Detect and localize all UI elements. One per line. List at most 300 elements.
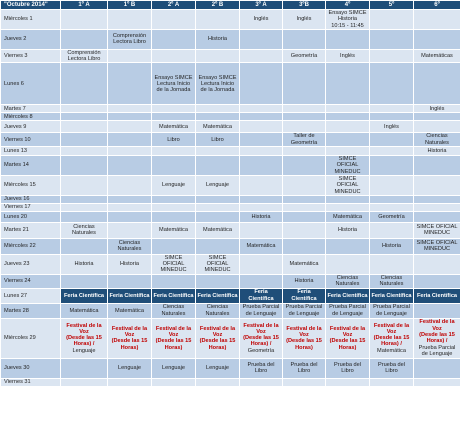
- schedule-cell: [283, 63, 326, 105]
- cell-text: Matemática: [289, 261, 319, 268]
- schedule-cell: [61, 133, 108, 147]
- schedule-cell: [152, 133, 196, 147]
- day-label: Martes 7: [1, 105, 61, 113]
- cell-text: Festival de la Voz: [199, 325, 236, 338]
- schedule-cell: [240, 63, 283, 105]
- cell-text: Festival de la Voz: [243, 322, 279, 335]
- cell-text: Historia: [208, 36, 227, 43]
- schedule-cell: [326, 303, 370, 318]
- schedule-cell: [108, 318, 152, 358]
- schedule-cell: [152, 105, 196, 113]
- cell-text: Ensayo SIMCE Lectura Inicio de la Jornada: [154, 74, 193, 94]
- cell-text: Historia: [427, 147, 447, 154]
- schedule-cell: [61, 175, 108, 195]
- schedule-cell: [370, 211, 414, 222]
- schedule-cell: [240, 378, 283, 386]
- schedule-cell: [152, 303, 196, 318]
- schedule-cell: [108, 156, 152, 176]
- schedule-cell: [370, 113, 414, 121]
- schedule-cell: [240, 211, 283, 222]
- day-label: Viernes 17: [1, 203, 61, 211]
- schedule-cell: [152, 121, 196, 133]
- schedule-cell: [108, 303, 152, 318]
- schedule-cell: [370, 121, 414, 133]
- schedule-cell: [108, 238, 152, 254]
- schedule-cell: [240, 175, 283, 195]
- cell-text: (Desde las 15 Horas): [155, 338, 192, 351]
- schedule-cell: [152, 274, 196, 288]
- cell-text: Ensayo SIMCE Lectura Inicio de la Jornada: [198, 74, 237, 94]
- cell-text: Festival de la Voz: [155, 325, 192, 338]
- schedule-cell: [61, 288, 108, 303]
- schedule-cell: [240, 49, 283, 63]
- schedule-cell: [240, 121, 283, 133]
- schedule-row: [1, 10, 460, 30]
- schedule-cell: [283, 49, 326, 63]
- schedule-cell: [370, 10, 414, 30]
- schedule-cell: [370, 49, 414, 63]
- schedule-cell: [283, 238, 326, 254]
- schedule-cell: [152, 113, 196, 121]
- schedule-cell: [283, 211, 326, 222]
- schedule-cell: [414, 318, 460, 358]
- cell-text: Feria Científica: [109, 292, 150, 299]
- cell-text: 10:15 - 11:45: [331, 22, 364, 29]
- cell-text: SIMCE OFICIAL MINEDUC: [416, 224, 458, 237]
- cell-text: Prueba Parcial de Lenguaje: [418, 344, 456, 357]
- schedule-cell: [370, 105, 414, 113]
- schedule-cell: [370, 238, 414, 254]
- schedule-cell: [326, 113, 370, 121]
- cell-text: (Desde las 15 Horas): [286, 338, 322, 351]
- class-header: 3º A: [240, 1, 283, 10]
- cell-text: Libro: [167, 136, 180, 143]
- schedule-cell: [240, 288, 283, 303]
- cell-text: Prueba Parcial de Lenguaje: [242, 304, 280, 317]
- cell-text: Matemática: [69, 307, 99, 314]
- class-header: 1º A: [61, 1, 108, 10]
- day-label: Jueves 16: [1, 195, 61, 203]
- schedule-cell: [414, 105, 460, 113]
- schedule-cell: [414, 274, 460, 288]
- schedule-cell: [61, 238, 108, 254]
- schedule-cell: [196, 113, 240, 121]
- schedule-cell: [61, 49, 108, 63]
- schedule-cell: [61, 121, 108, 133]
- schedule-cell: [61, 29, 108, 49]
- schedule-cell: [240, 105, 283, 113]
- day-label: Miércoles 29: [1, 318, 61, 358]
- cell-text: Festival de la Voz: [373, 322, 410, 335]
- schedule-cell: [152, 10, 196, 30]
- schedule-row: [1, 175, 460, 195]
- cell-text: Prueba del Libro: [377, 361, 406, 375]
- schedule-row: [1, 288, 460, 303]
- cell-text: Historia: [251, 213, 271, 220]
- day-label: Viernes 3: [1, 49, 61, 63]
- schedule-cell: [108, 274, 152, 288]
- cell-text: Ensayo SIMCE Historia: [328, 10, 367, 23]
- schedule-cell: [108, 211, 152, 222]
- schedule-cell: [108, 378, 152, 386]
- schedule-cell: [240, 147, 283, 156]
- schedule-cell: [108, 63, 152, 105]
- cell-text: Ciencias Naturales: [161, 304, 186, 317]
- schedule-cell: [326, 238, 370, 254]
- cell-text: Festival de la Voz: [111, 325, 148, 338]
- schedule-cell: [152, 29, 196, 49]
- cell-text: Ciencias Naturales: [72, 224, 96, 237]
- schedule-cell: [326, 105, 370, 113]
- schedule-row: [1, 358, 460, 378]
- schedule-cell: [108, 147, 152, 156]
- day-label: Jueves 9: [1, 121, 61, 133]
- schedule-cell: [152, 238, 196, 254]
- schedule-cell: [326, 318, 370, 358]
- schedule-cell: [326, 121, 370, 133]
- cell-text: Historia: [382, 243, 401, 250]
- cell-text: Matemática: [159, 123, 188, 130]
- schedule-cell: [108, 203, 152, 211]
- schedule-cell: [326, 63, 370, 105]
- cell-text: Inglés: [253, 16, 269, 23]
- schedule-cell: [152, 156, 196, 176]
- schedule-cell: [196, 274, 240, 288]
- schedule-cell: [414, 113, 460, 121]
- schedule-cell: [326, 195, 370, 203]
- schedule-cell: [370, 203, 414, 211]
- cell-text: Prueba Parcial de Lenguaje: [329, 304, 366, 317]
- cell-text: Ciencias Naturales: [335, 274, 360, 288]
- cell-text: Feria Científica: [327, 292, 368, 299]
- class-header: 2º B: [196, 1, 240, 10]
- schedule-cell: [414, 10, 460, 30]
- schedule-cell: [326, 203, 370, 211]
- cell-text: SIMCE OFICIAL MINEDUC: [204, 254, 231, 274]
- schedule-row: [1, 105, 460, 113]
- schedule-row: [1, 303, 460, 318]
- day-label: Viernes 24: [1, 274, 61, 288]
- schedule-cell: [196, 211, 240, 222]
- cell-text: Lenguaje: [117, 365, 142, 372]
- schedule-cell: [283, 222, 326, 238]
- schedule-cell: [283, 254, 326, 274]
- cell-text: Festival de la Voz: [329, 325, 366, 338]
- cell-text: Matemática: [377, 347, 406, 354]
- cell-text: Lenguaje: [205, 182, 230, 189]
- schedule-row: [1, 121, 460, 133]
- cell-text: Matemática: [203, 227, 232, 234]
- schedule-cell: [414, 195, 460, 203]
- schedule-cell: [240, 203, 283, 211]
- cell-text: Ciencias Naturales: [425, 133, 449, 146]
- cell-text: SIMCE OFICIAL MINEDUC: [334, 175, 361, 195]
- schedule-cell: [196, 288, 240, 303]
- schedule-cell: [152, 175, 196, 195]
- cell-text: Feria Científica: [197, 292, 238, 299]
- schedule-cell: [414, 156, 460, 176]
- cell-text: Taller de Geometría: [290, 133, 318, 146]
- cell-text: Festival de la Voz: [286, 325, 322, 338]
- schedule-cell: [61, 378, 108, 386]
- schedule-cell: [196, 303, 240, 318]
- cell-text: Geometría: [247, 347, 275, 354]
- schedule-cell: [283, 318, 326, 358]
- schedule-cell: [283, 358, 326, 378]
- cell-text: Comprensión Lectora Libro: [67, 49, 101, 63]
- cell-text: Prueba Parcial de Lenguaje: [285, 304, 323, 317]
- schedule-cell: [196, 378, 240, 386]
- cell-text: Lenguaje: [161, 365, 186, 372]
- schedule-cell: [196, 195, 240, 203]
- schedule-cell: [414, 175, 460, 195]
- schedule-cell: [108, 121, 152, 133]
- schedule-cell: [61, 254, 108, 274]
- schedule-cell: [108, 133, 152, 147]
- schedule-cell: [370, 63, 414, 105]
- schedule-cell: [152, 358, 196, 378]
- schedule-cell: [283, 203, 326, 211]
- schedule-cell: [61, 156, 108, 176]
- schedule-cell: [240, 29, 283, 49]
- schedule-cell: [108, 29, 152, 49]
- schedule-cell: [283, 10, 326, 30]
- schedule-cell: [370, 303, 414, 318]
- schedule-row: [1, 378, 460, 386]
- cell-text: Libro: [211, 136, 224, 143]
- cell-text: Festival de la Voz: [419, 319, 455, 332]
- cell-text: Ciencias Naturales: [117, 240, 142, 253]
- cell-text: (Desde las 15 Horas): [111, 338, 148, 351]
- schedule-cell: [326, 358, 370, 378]
- cell-text: SIMCE OFICIAL MINEDUC: [416, 240, 458, 253]
- cell-text: Feria Científica: [371, 292, 412, 299]
- day-label: Viernes 10: [1, 133, 61, 147]
- cell-text: Matemática: [246, 243, 276, 250]
- schedule-cell: [152, 222, 196, 238]
- schedule-cell: [240, 156, 283, 176]
- schedule-row: [1, 156, 460, 176]
- schedule-cell: [283, 288, 326, 303]
- cell-text: (Desde las 15 Horas) /: [66, 335, 102, 348]
- cell-text: Matemática: [115, 307, 144, 314]
- schedule-cell: [240, 195, 283, 203]
- day-label: Miércoles 15: [1, 175, 61, 195]
- header-row: [1, 1, 460, 10]
- schedule-row: [1, 195, 460, 203]
- schedule-cell: [414, 49, 460, 63]
- schedule-cell: [326, 288, 370, 303]
- schedule-cell: [414, 303, 460, 318]
- cell-text: Prueba del Libro: [290, 361, 318, 375]
- schedule-cell: [283, 156, 326, 176]
- schedule-cell: [370, 222, 414, 238]
- schedule-cell: [61, 274, 108, 288]
- schedule-cell: [240, 133, 283, 147]
- cell-text: (Desde las 15 Horas) /: [243, 335, 279, 348]
- day-label: Lunes 20: [1, 211, 61, 222]
- schedule-cell: [326, 175, 370, 195]
- schedule-cell: [370, 156, 414, 176]
- schedule-cell: [414, 147, 460, 156]
- schedule-cell: [196, 147, 240, 156]
- schedule-cell: [283, 274, 326, 288]
- cell-text: (Desde las 15 Horas): [329, 338, 366, 351]
- schedule-cell: [240, 222, 283, 238]
- schedule-cell: [152, 254, 196, 274]
- schedule-cell: [414, 378, 460, 386]
- month-title: "Octubre 2014": [1, 1, 61, 10]
- schedule-cell: [414, 203, 460, 211]
- cell-text: Festival de la Voz: [66, 322, 102, 335]
- schedule-cell: [196, 254, 240, 274]
- day-label: Miércoles 22: [1, 238, 61, 254]
- schedule-row: [1, 113, 460, 121]
- schedule-cell: [108, 49, 152, 63]
- schedule-cell: [240, 113, 283, 121]
- schedule-cell: [326, 378, 370, 386]
- schedule-cell: [152, 63, 196, 105]
- cell-text: Feria Científica: [291, 289, 317, 302]
- schedule-cell: [196, 121, 240, 133]
- schedule-cell: [61, 195, 108, 203]
- schedule-cell: [240, 254, 283, 274]
- schedule-row: [1, 133, 460, 147]
- schedule-cell: [196, 318, 240, 358]
- day-label: Martes 21: [1, 222, 61, 238]
- schedule-cell: [414, 121, 460, 133]
- schedule-row: [1, 211, 460, 222]
- day-label: Lunes 6: [1, 63, 61, 105]
- schedule-cell: [370, 195, 414, 203]
- schedule-cell: [326, 222, 370, 238]
- schedule-cell: [414, 63, 460, 105]
- schedule-cell: [152, 195, 196, 203]
- schedule-cell: [370, 358, 414, 378]
- schedule-cell: [152, 147, 196, 156]
- schedule-cell: [152, 378, 196, 386]
- schedule-cell: [196, 203, 240, 211]
- schedule-cell: [283, 147, 326, 156]
- schedule-cell: [414, 288, 460, 303]
- schedule-cell: [326, 133, 370, 147]
- day-label: Lunes 13: [1, 147, 61, 156]
- schedule-cell: [370, 288, 414, 303]
- cell-text: Historia: [120, 261, 139, 268]
- cell-text: Matemática: [159, 227, 188, 234]
- schedule-cell: [108, 105, 152, 113]
- schedule-cell: [370, 29, 414, 49]
- schedule-cell: [108, 175, 152, 195]
- schedule-cell: [414, 238, 460, 254]
- schedule-cell: [240, 274, 283, 288]
- schedule-cell: [283, 113, 326, 121]
- cell-text: Matemáticas: [421, 53, 453, 60]
- schedule-cell: [370, 378, 414, 386]
- schedule-cell: [283, 29, 326, 49]
- schedule-cell: [108, 195, 152, 203]
- schedule-cell: [108, 358, 152, 378]
- schedule-cell: [108, 288, 152, 303]
- schedule-cell: [370, 318, 414, 358]
- day-label: Martes 28: [1, 303, 61, 318]
- schedule-cell: [61, 113, 108, 121]
- schedule-cell: [61, 222, 108, 238]
- cell-text: Feria Científica: [153, 292, 194, 299]
- day-label: Viernes 31: [1, 378, 61, 386]
- schedule-cell: [61, 10, 108, 30]
- schedule-cell: [326, 156, 370, 176]
- cell-text: Feria Científica: [248, 289, 274, 302]
- schedule-cell: [283, 378, 326, 386]
- cell-text: (Desde las 15 Horas) /: [419, 331, 455, 345]
- day-label: Lunes 27: [1, 288, 61, 303]
- schedule-cell: [240, 318, 283, 358]
- day-label: Miércoles 1: [1, 10, 61, 30]
- cell-text: Ciencias Naturales: [205, 304, 230, 317]
- schedule-cell: [196, 238, 240, 254]
- schedule-cell: [196, 105, 240, 113]
- schedule-cell: [414, 29, 460, 49]
- day-label: Jueves 23: [1, 254, 61, 274]
- cell-text: Matemática: [203, 123, 232, 130]
- schedule-cell: [240, 10, 283, 30]
- schedule-cell: [326, 147, 370, 156]
- schedule-cell: [196, 222, 240, 238]
- schedule-cell: [152, 318, 196, 358]
- schedule-cell: [152, 211, 196, 222]
- schedule-cell: [61, 105, 108, 113]
- schedule-row: [1, 222, 460, 238]
- schedule-row: [1, 147, 460, 156]
- schedule-cell: [61, 318, 108, 358]
- cell-text: Lenguaje: [205, 365, 230, 372]
- schedule-cell: [152, 203, 196, 211]
- schedule-row: [1, 274, 460, 288]
- schedule-row: [1, 203, 460, 211]
- schedule-row: [1, 238, 460, 254]
- class-header: 6º: [414, 1, 460, 10]
- schedule-cell: [370, 147, 414, 156]
- cell-text: Geometría: [290, 53, 318, 60]
- schedule-cell: [326, 274, 370, 288]
- cell-text: Prueba Parcial de Lenguaje: [373, 304, 410, 317]
- schedule-cell: [370, 175, 414, 195]
- schedule-cell: [283, 133, 326, 147]
- schedule-cell: [61, 303, 108, 318]
- class-header: 1º B: [108, 1, 152, 10]
- cell-text: Lenguaje: [72, 347, 96, 354]
- schedule-cell: [196, 133, 240, 147]
- cell-text: Comprensión Lectora Libro: [112, 33, 147, 46]
- schedule-row: [1, 318, 460, 358]
- schedule-cell: [370, 274, 414, 288]
- cell-text: Inglés: [340, 53, 355, 60]
- schedule-cell: [152, 288, 196, 303]
- schedule-cell: [283, 195, 326, 203]
- schedule-cell: [414, 222, 460, 238]
- schedule-cell: [414, 358, 460, 378]
- class-header: 3ºB: [283, 1, 326, 10]
- class-header: 4º: [326, 1, 370, 10]
- cell-text: Prueba del Libro: [247, 361, 275, 375]
- cell-text: SIMCE OFICIAL MINEDUC: [334, 156, 361, 175]
- cell-text: Matemática: [333, 213, 362, 220]
- cell-text: Historia: [74, 261, 94, 268]
- schedule-cell: [61, 211, 108, 222]
- cell-text: Inglés: [296, 16, 312, 23]
- schedule-cell: [196, 63, 240, 105]
